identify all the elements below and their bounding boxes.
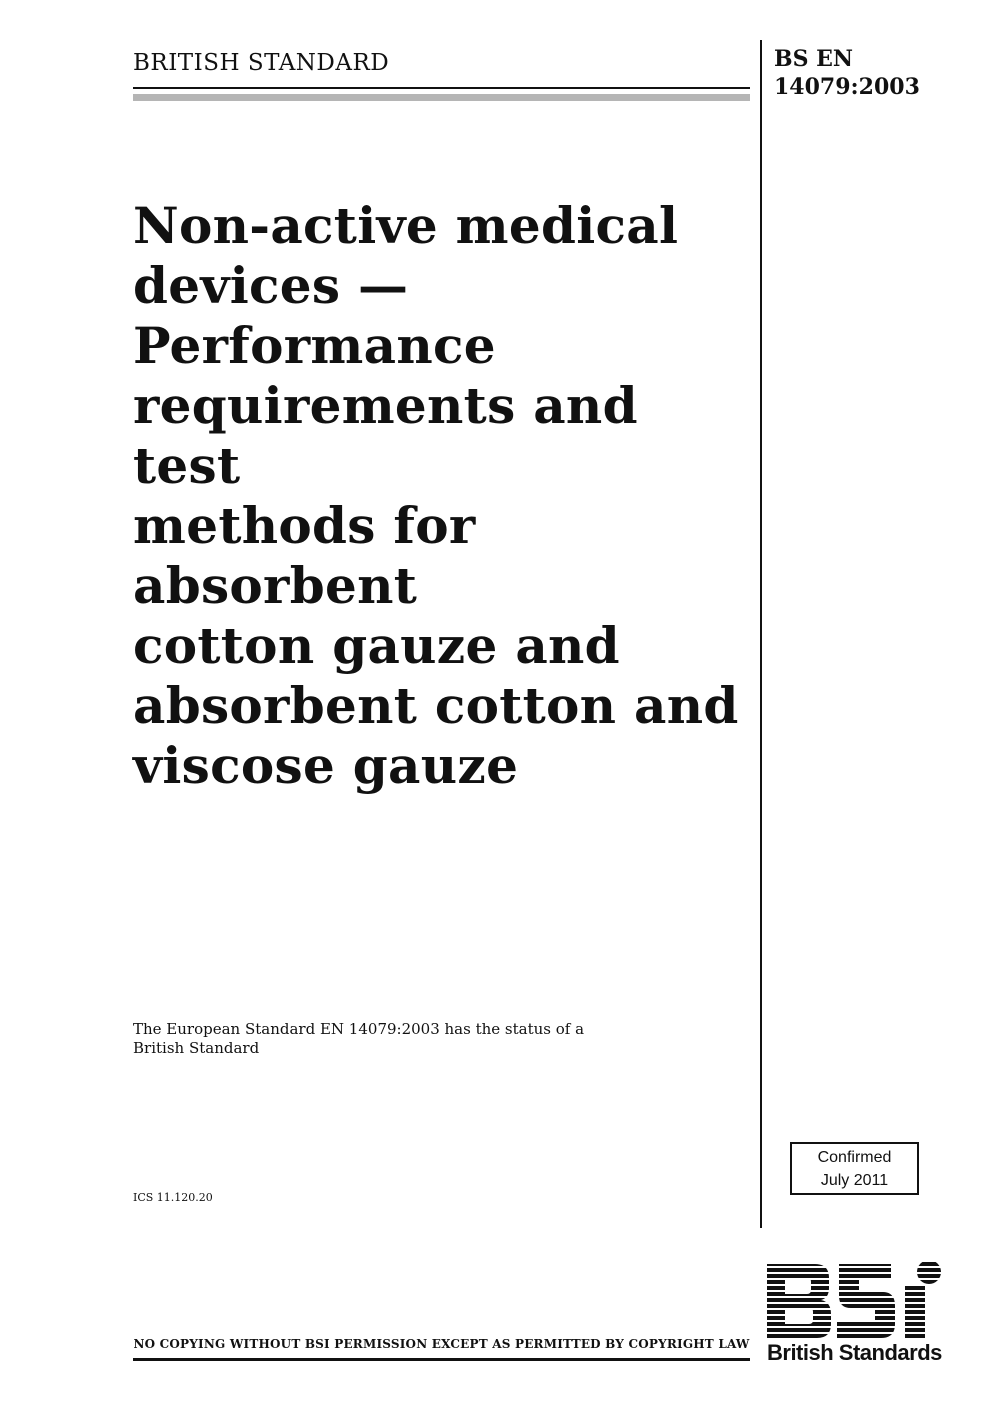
title-line: absorbent cotton and — [133, 676, 739, 735]
standard-number — [774, 45, 920, 101]
status-note-line-2: British Standard — [133, 1039, 260, 1057]
standard-number-line-2: 14079:2003 — [774, 74, 920, 100]
confirmed-label: Confirmed — [817, 1149, 892, 1166]
title-line: methods for absorbent — [133, 496, 476, 615]
bsi-logo-text: British Standards — [767, 1340, 942, 1365]
status-note-line-1: The European Standard EN 14079:2003 has the status of a — [133, 1020, 585, 1038]
footer-rule — [133, 1358, 750, 1361]
vertical-divider — [760, 40, 762, 1228]
title-line: Non-active medical — [133, 196, 679, 255]
confirmed-stamp — [790, 1142, 919, 1195]
status-note — [133, 1020, 633, 1058]
document-series-label: BRITISH STANDARD — [133, 50, 390, 76]
header-rule-thin — [133, 87, 750, 89]
ics-code: ICS 11.120.20 — [133, 1191, 213, 1204]
confirmed-date: July 2011 — [820, 1172, 889, 1189]
title-line: devices — Performance — [133, 256, 496, 375]
title-line: requirements and test — [133, 376, 638, 495]
standard-number-line-1: BS EN — [774, 46, 854, 72]
title-line: viscose gauze — [133, 736, 519, 795]
document-title — [133, 196, 753, 796]
header-rule-gray — [133, 94, 750, 101]
copyright-notice: NO COPYING WITHOUT BSI PERMISSION EXCEPT AS PERMITTED BY COPYRIGHT LAW — [133, 1337, 750, 1351]
title-line: cotton gauze and — [133, 616, 620, 675]
